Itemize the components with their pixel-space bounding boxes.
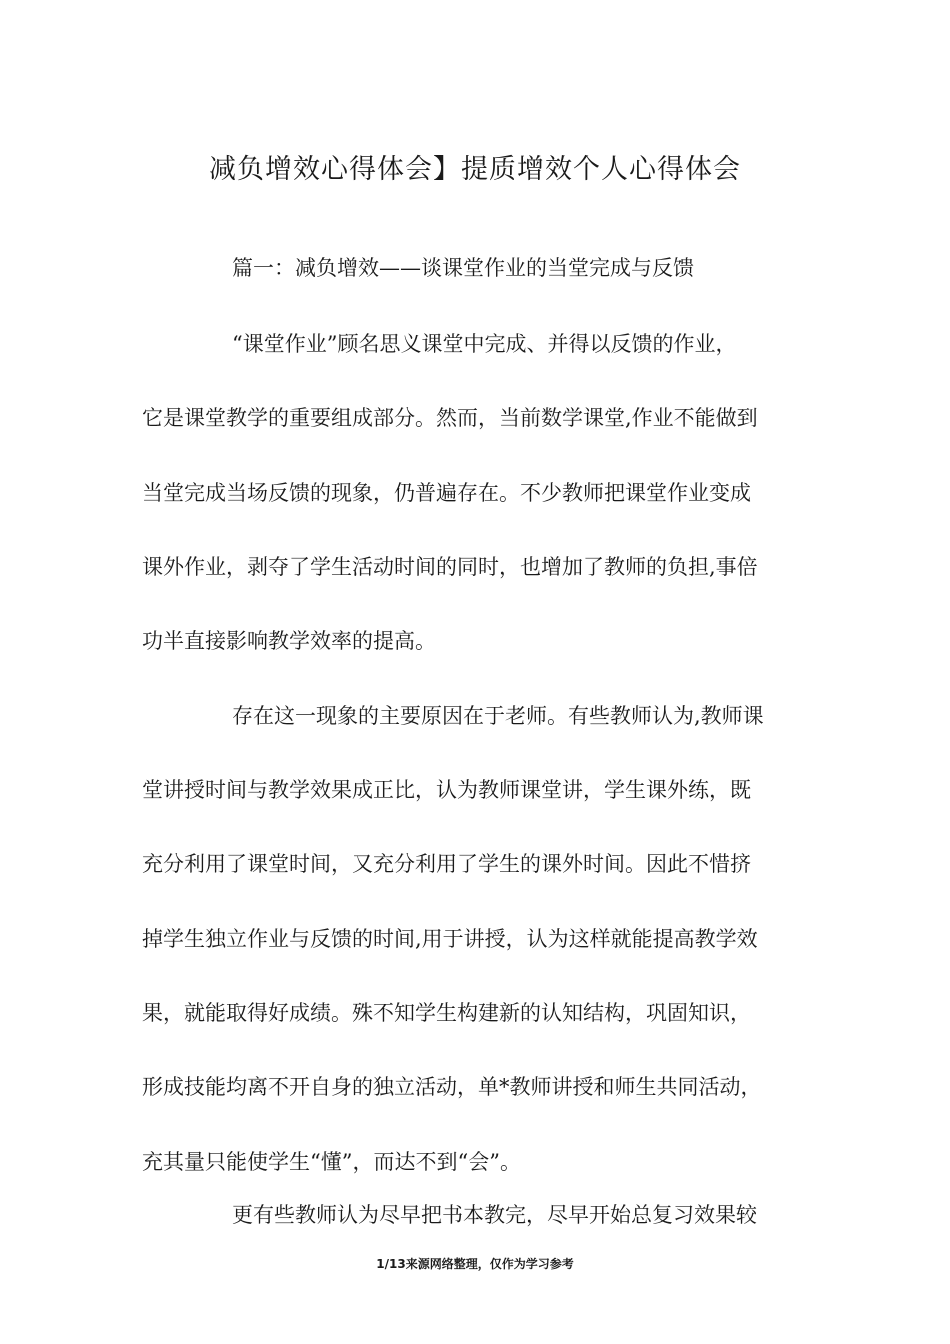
- paragraph-line: 形成技能均离不开自身的独立活动，单*教师讲授和师生共同活动，: [142, 1075, 762, 1099]
- paragraph-line: 果，就能取得好成绩。殊不知学生构建新的认知结构，巩固知识，: [142, 1001, 751, 1025]
- paragraph-line: 存在这一现象的主要原因在于老师。有些教师认为,教师课: [232, 704, 764, 728]
- paragraph-line: 更有些教师认为尽早把书本教完，尽早开始总复习效果较: [232, 1203, 757, 1227]
- document-title: 减负增效心得体会】提质增效个人心得体会: [209, 154, 741, 185]
- page-footer: 1/13来源网络整理，仅作为学习参考: [376, 1257, 574, 1271]
- paragraph-line: 充分利用了课堂时间，又充分利用了学生的课外时间。因此不惜挤: [142, 852, 751, 876]
- paragraph-line: 充其量只能使学生“懂”，而达不到“会”。: [142, 1150, 521, 1174]
- paragraph-line: “课堂作业”顾名思义课堂中完成、并得以反馈的作业，: [232, 332, 737, 356]
- paragraph-line: 掉学生独立作业与反馈的时间,用于讲授，认为这样就能提高教学效: [142, 927, 758, 951]
- paragraph-line: 堂讲授时间与教学效果成正比，认为教师课堂讲，学生课外练，既: [142, 778, 751, 802]
- paragraph-line: 课外作业，剥夺了学生活动时间的同时，也增加了教师的负担,事倍: [142, 555, 758, 579]
- section-heading: 篇一：减负增效——谈课堂作业的当堂完成与反馈: [232, 256, 694, 280]
- paragraph-line: 它是课堂教学的重要组成部分。然而，当前数学课堂,作业不能做到: [142, 406, 758, 430]
- paragraph-line: 当堂完成当场反馈的现象，仍普遍存在。不少教师把课堂作业变成: [142, 481, 751, 505]
- paragraph-line: 功半直接影响教学效率的提高。: [142, 629, 436, 653]
